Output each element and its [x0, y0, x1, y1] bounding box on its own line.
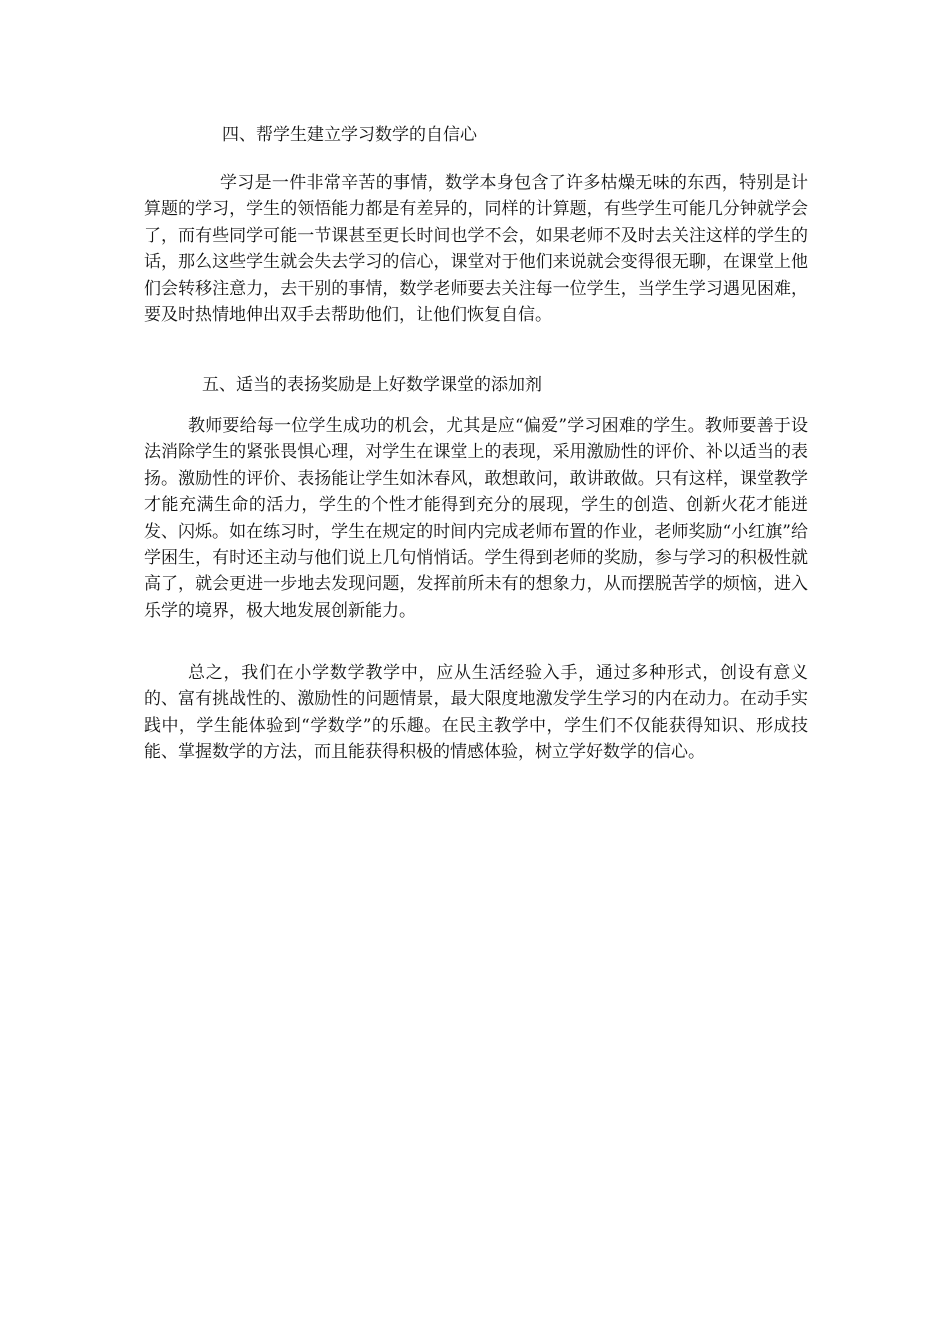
- section-heading-4: 四、帮学生建立学习数学的自信心: [222, 125, 477, 145]
- paragraph-conclusion: 总之，我们在小学数学教学中，应从生活经验入手，通过多种形式，创设有意义的、富有挑战性的、激励性的问题情景，最大限度地激发学生学习的内在动力。在动手实践中，学生能体验到“学数学”的乐趣。在民主教学中，学生们不仅能获得知识、形成技能、掌握数学的方法，而且能获得积极的情感体验，树立学好数学的信心。: [144, 663, 808, 763]
- section-heading-5: 五、适当的表扬奖励是上好数学课堂的添加剂: [202, 375, 542, 395]
- paragraph-section-4: 学习是一件非常辛苦的事情，数学本身包含了许多枯燥无味的东西，特别是计算题的学习，学生的领悟能力都是有差异的，同样的计算题，有些学生可能几分钟就学会了，而有些同学可能一节课甚至更长时间也学不会，如果老师不及时去关注这样的学生的话，那么这些学生就会失去学习的信心，课堂对于他们来说就会变得很无聊，在课堂上他们会转移注意力，去干别的事情，数学老师要去关注每一位学生，当学生学习遇见困难，要及时热情地伸出双手去帮助他们，让他们恢复自信。: [144, 173, 808, 326]
- paragraph-section-5: 教师要给每一位学生成功的机会，尤其是应“偏爱”学习困难的学生。教师要善于设法消除学生的紧张畏惧心理，对学生在课堂上的表现，采用激励性的评价、补以适当的表扬。激励性的评价、表扬能让学生如沐春风，敢想敢问，敢讲敢做。只有这样，课堂教学才能充满生命的活力，学生的个性才能得到充分的展现，学生的创造、创新火花才能迸发、闪烁。如在练习时，学生在规定的时间内完成老师布置的作业，老师奖励“小红旗”给学困生，有时还主动与他们说上几句悄悄话。学生得到老师的奖励，参与学习的积极性就高了，就会更进一步地去发现问题，发挥前所未有的想象力，从而摆脱苦学的烦恼，进入乐学的境界，极大地发展创新能力。: [144, 416, 808, 621]
